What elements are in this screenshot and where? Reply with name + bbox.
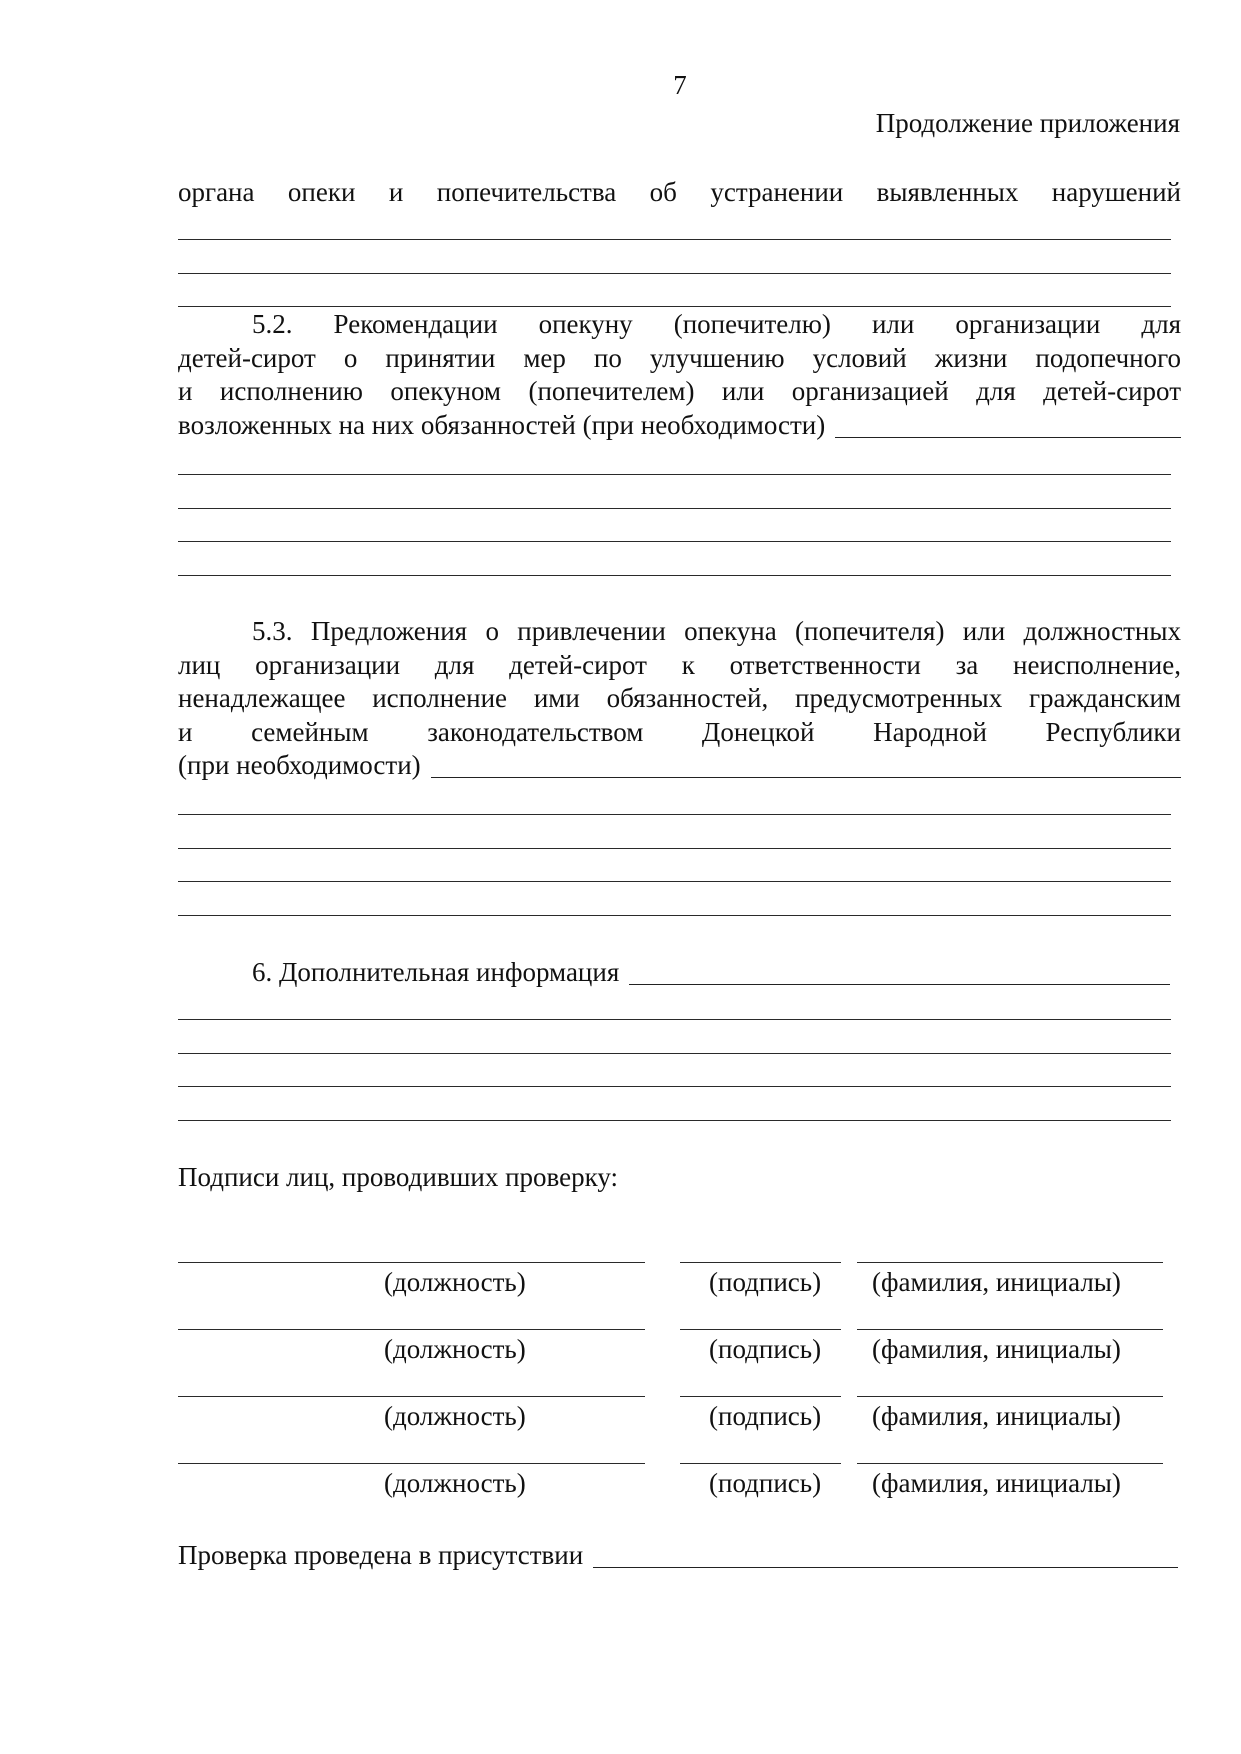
name-caption: (фамилия, инициалы) [872,1401,1121,1431]
position-caption: (должность) [384,1334,526,1364]
blank-line[interactable] [178,1086,1171,1087]
section-6 [252,955,1170,989]
blank-line[interactable] [178,541,1171,542]
section-6-label: 6. Дополнительная информация [252,957,620,987]
signature-field[interactable] [680,1329,841,1330]
blank-line[interactable] [178,848,1171,849]
section-5-3-line: лиц организации для детей-сирот к ответственности за неисполнение, [178,649,1181,680]
signature-caption: (подпись) [709,1267,822,1297]
signature-caption: (подпись) [709,1334,822,1364]
blank-line[interactable] [178,814,1171,815]
section-6-line [252,955,1170,989]
section-5-2 [178,308,1181,442]
section-5-2-last-line [178,409,1181,443]
section-5-1-tail [178,176,1181,210]
position-field[interactable] [178,1463,645,1464]
blank-line[interactable] [178,1120,1171,1121]
section-5-1-text: органа опеки и попечительства об устранении выявленных нарушений [178,177,1181,207]
name-field[interactable] [857,1329,1163,1330]
blank-line[interactable] [178,306,1171,307]
section-5-2-line: возложенных на них обязанностей (при необходимости) [178,409,826,440]
section-5-2-line: детей-сирот о принятии мер по улучшению условий жизни подопечного [178,342,1181,373]
inline-blank-field[interactable] [629,984,1170,985]
position-field[interactable] [178,1329,645,1330]
name-field[interactable] [857,1262,1163,1263]
signature-field[interactable] [680,1396,841,1397]
name-field[interactable] [857,1396,1163,1397]
signature-field[interactable] [680,1463,841,1464]
section-5-3-line: 5.3. Предложения о привлечении опекуна (попечителя) или должностных [252,616,1181,646]
section-5-3-line: ненадлежащее исполнение ими обязанностей, предусмотренных гражданским [178,683,1181,714]
blank-line[interactable] [178,273,1171,274]
section-5-2-line: 5.2. Рекомендации опекуну (попечителю) или организации для [252,309,1181,339]
blank-line[interactable] [178,881,1171,882]
inline-blank-field[interactable] [431,777,1181,778]
blank-line[interactable] [178,1019,1171,1020]
page-number: 7 [673,70,687,100]
section-5-3-line: и семейным законодательством Донецкой Народной Республики [178,716,1181,747]
section-5-3-line: (при необходимости) [178,750,421,781]
blank-line[interactable] [178,239,1171,240]
blank-line[interactable] [178,1053,1171,1054]
section-5-2-line: и исполнению опекуном (попечителем) или организацией для детей-сирот [178,376,1181,407]
signature-field[interactable] [680,1262,841,1263]
name-field[interactable] [857,1463,1163,1464]
presence-line [178,1538,1178,1572]
signatures-title: Подписи лиц, проводивших проверку: [178,1162,618,1192]
presence-label: Проверка проведена в присутствии [178,1540,584,1570]
blank-line[interactable] [178,474,1171,475]
section-5-3 [178,615,1181,783]
signature-caption: (подпись) [709,1468,822,1498]
name-caption: (фамилия, инициалы) [872,1334,1121,1364]
section-5-3-last-line [178,749,1181,783]
position-caption: (должность) [384,1468,526,1498]
name-caption: (фамилия, инициалы) [872,1468,1121,1498]
blank-line[interactable] [178,575,1171,576]
inline-blank-field[interactable] [835,437,1181,438]
blank-line[interactable] [178,508,1171,509]
name-caption: (фамилия, инициалы) [872,1267,1121,1297]
blank-line[interactable] [178,915,1171,916]
presence-row [178,1538,1178,1572]
presence-field[interactable] [593,1567,1178,1568]
position-field[interactable] [178,1262,645,1263]
signature-caption: (подпись) [709,1401,822,1431]
position-field[interactable] [178,1396,645,1397]
position-caption: (должность) [384,1401,526,1431]
position-caption: (должность) [384,1267,526,1297]
page-header: Продолжение приложения [875,108,1180,138]
